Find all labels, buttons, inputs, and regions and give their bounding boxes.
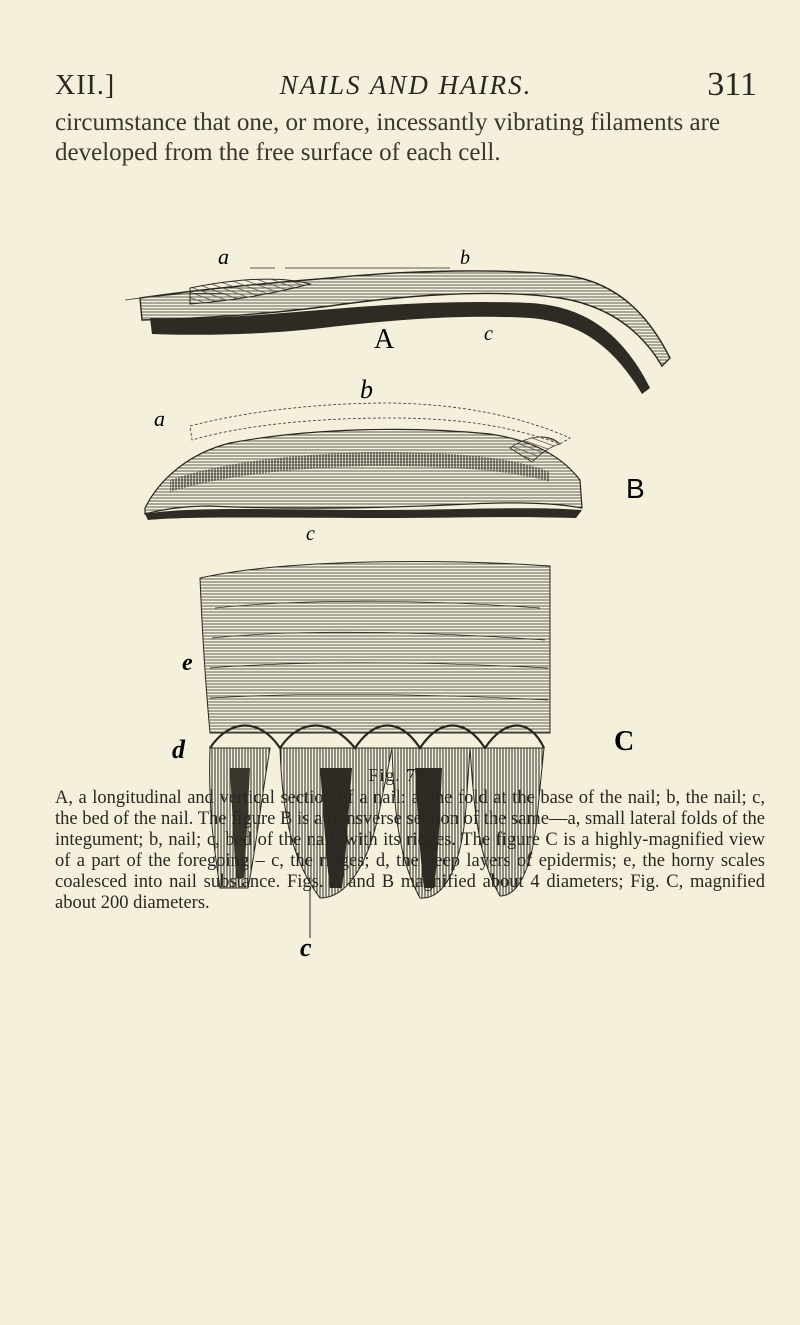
label-figure-a: A bbox=[374, 324, 395, 355]
body-paragraph: circumstance that one, or more, incessantly vibrating filaments are developed from the free surface of each cell. bbox=[55, 109, 721, 166]
label-a-nail: b bbox=[360, 375, 373, 404]
figure-a bbox=[125, 268, 670, 394]
figure-number: Fig. 76. bbox=[368, 765, 432, 785]
label-a-bed: c bbox=[484, 323, 493, 345]
label-figure-b: B bbox=[626, 473, 645, 504]
page-number: 311 bbox=[707, 66, 757, 103]
label-a-nail-top: b bbox=[460, 247, 470, 269]
label-a-fold: a bbox=[218, 244, 229, 269]
running-header bbox=[55, 62, 757, 106]
caption-text: A, a longitudinal and vertical section of a nail: a, the fold at the base of the nail; b, the nail; c, the bed of the nail. The figure B is a transverse section of the same—a, small lateral folds of the integument; b, nail; c, bed of the nail, with its ridges. The figure C is a highly-magnified view of a part of the foregoing – c, the ridges; d, the deep layers of epidermis; e, the horny scales coalesced into nail substance. Figs. A and B magnified about 4 diameters; Fig. C, magnified about 200 diameters. bbox=[55, 788, 765, 913]
label-b-folds: a bbox=[154, 406, 165, 431]
label-c-deep-layers: d bbox=[172, 735, 185, 764]
label-figure-c: C bbox=[614, 726, 635, 757]
figure-b bbox=[145, 403, 582, 520]
label-c-ridges: c bbox=[300, 933, 312, 962]
running-title: NAILS AND HAIRS. bbox=[279, 70, 533, 100]
chapter-number: XII.] bbox=[55, 70, 116, 101]
figure-caption bbox=[55, 788, 765, 914]
label-b-bed: c bbox=[306, 523, 315, 545]
label-c-horny-scales: e bbox=[182, 650, 193, 676]
